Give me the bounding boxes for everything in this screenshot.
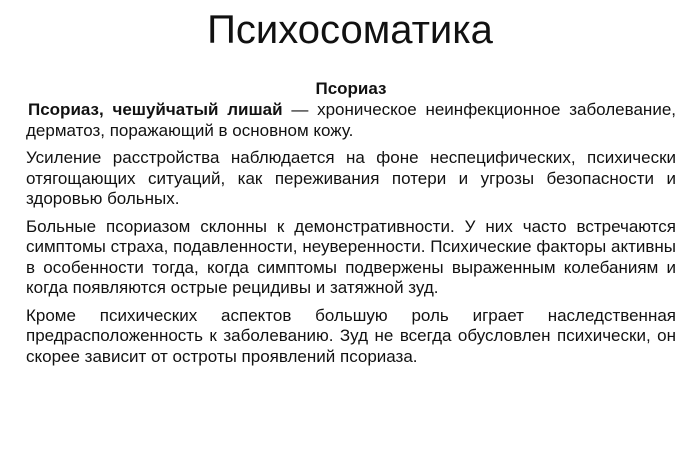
section-subtitle: Псориаз	[315, 79, 387, 98]
term-bold: Псориаз, чешуйчатый лишай	[28, 100, 283, 119]
definition-text: — хроническое неинфекционное заболевание, дерматоз, поражающий в основном кожу.	[26, 100, 676, 140]
paragraph-heredity: Кроме психических аспектов большую роль играет наследственная предрасположенность к заболеванию. Зуд не всегда обусловлен психически, он скорее зависит от остроты проявлений псориаза.	[26, 305, 676, 366]
paragraph-psychology: Больные псориазом склонны к демонстративности. У них часто встречаются симптомы страха, подавленности, неуверенности. Психические факторы активны в особенности тогда, когда симптомы подвержены выраженным колебаниям и когда появляются острые рецидивы и затяжной зуд.	[26, 216, 676, 297]
slide-title: Психосоматика	[207, 8, 493, 52]
paragraph-definition	[26, 100, 676, 141]
slide-content	[26, 78, 676, 374]
paragraph-aggravation: Усиление расстройства наблюдается на фоне неспецифических, психически отягощающих ситуаций, как переживания потери и угрозы безопасности и здоровью больных.	[26, 148, 676, 208]
